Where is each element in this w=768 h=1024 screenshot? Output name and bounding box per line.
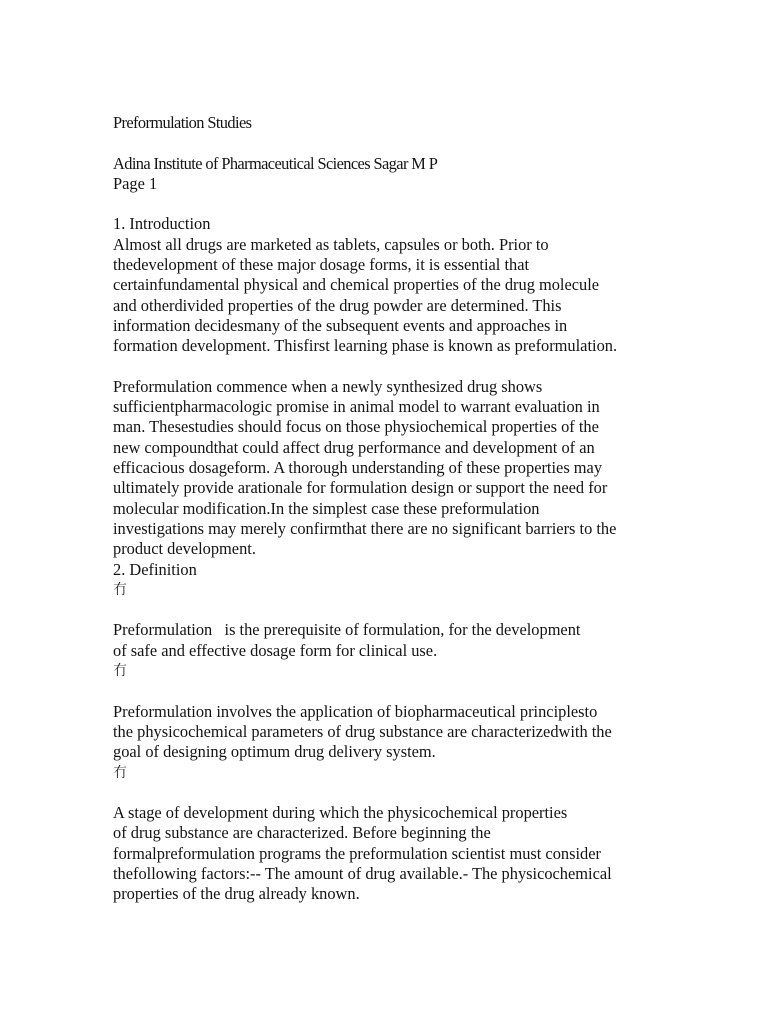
intro-paragraph xyxy=(113,235,688,357)
cjk-glyph: 冇 xyxy=(113,764,127,781)
text-line: thedevelopment of these major dosage forms, it is essential that xyxy=(113,255,530,275)
text-line: ultimately provide arationale for formulation design or support the need for xyxy=(113,478,608,498)
text-line: formalpreformulation programs the preformulation scientist must consider xyxy=(113,843,601,863)
text-line: investigations may merely confirmthat there are no significant barriers to the xyxy=(113,518,617,538)
text-line: certainfundamental physical and chemical properties of the drug molecule xyxy=(113,275,600,295)
text-line: molecular modification.In the simplest case these preformulation xyxy=(113,498,540,518)
text-line: and otherdivided properties of the drug powder are determined. This xyxy=(113,295,562,315)
text-line: A stage of development during which the physicochemical properties xyxy=(113,803,568,823)
text-line: Almost all drugs are marketed as tablets, capsules or both. Prior to xyxy=(113,234,549,254)
text-line: man. Thesestudies should focus on those physiochemical properties of the xyxy=(113,417,599,437)
text-line: Preformulation commence when a newly synthesized drug shows xyxy=(113,376,543,396)
text-line: Preformulation involves the application of biopharmaceutical principlesto xyxy=(113,701,598,721)
text-line: Preformulation is the prerequisite of formulation, for the development xyxy=(113,620,581,640)
text-line: properties of the drug already known. xyxy=(113,884,360,904)
cjk-glyph: 冇 xyxy=(113,663,127,680)
text-line: of safe and effective dosage form for clinical use. xyxy=(113,640,438,660)
preformulation-paragraph xyxy=(113,377,688,560)
definition-3 xyxy=(113,803,688,904)
section-heading-introduction: 1. Introduction xyxy=(113,214,211,234)
text-line: goal of designing optimum drug delivery system. xyxy=(113,742,436,762)
document-title: Preformulation Studies xyxy=(113,113,252,132)
text-line: efficacious dosageform. A thorough understanding of these properties may xyxy=(113,458,603,478)
definition-1 xyxy=(113,620,688,661)
text-line: the physicochemical parameters of drug substance are characterizedwith the xyxy=(113,721,612,741)
text-line: formation development. Thisfirst learning phase is known as preformulation. xyxy=(113,336,618,356)
text-line: thefollowing factors:-- The amount of drug available.- The physicochemical xyxy=(113,863,612,883)
institute-name: Adina Institute of Pharmaceutical Sciences Sagar M P xyxy=(113,153,438,173)
text-line: of drug substance are characterized. Before beginning the xyxy=(113,823,491,843)
text-line: sufficientpharmacologic promise in animal model to warrant evaluation in xyxy=(113,397,600,417)
text-line: new compoundthat could affect drug performance and development of an xyxy=(113,437,595,457)
text-line: information decidesmany of the subsequent events and approaches in xyxy=(113,315,568,335)
page-label: Page 1 xyxy=(113,173,158,193)
definition-2 xyxy=(113,702,688,763)
text-line: product development. xyxy=(113,539,256,559)
section-heading-definition: 2. Definition xyxy=(113,559,197,579)
cjk-glyph: 冇 xyxy=(113,581,127,598)
